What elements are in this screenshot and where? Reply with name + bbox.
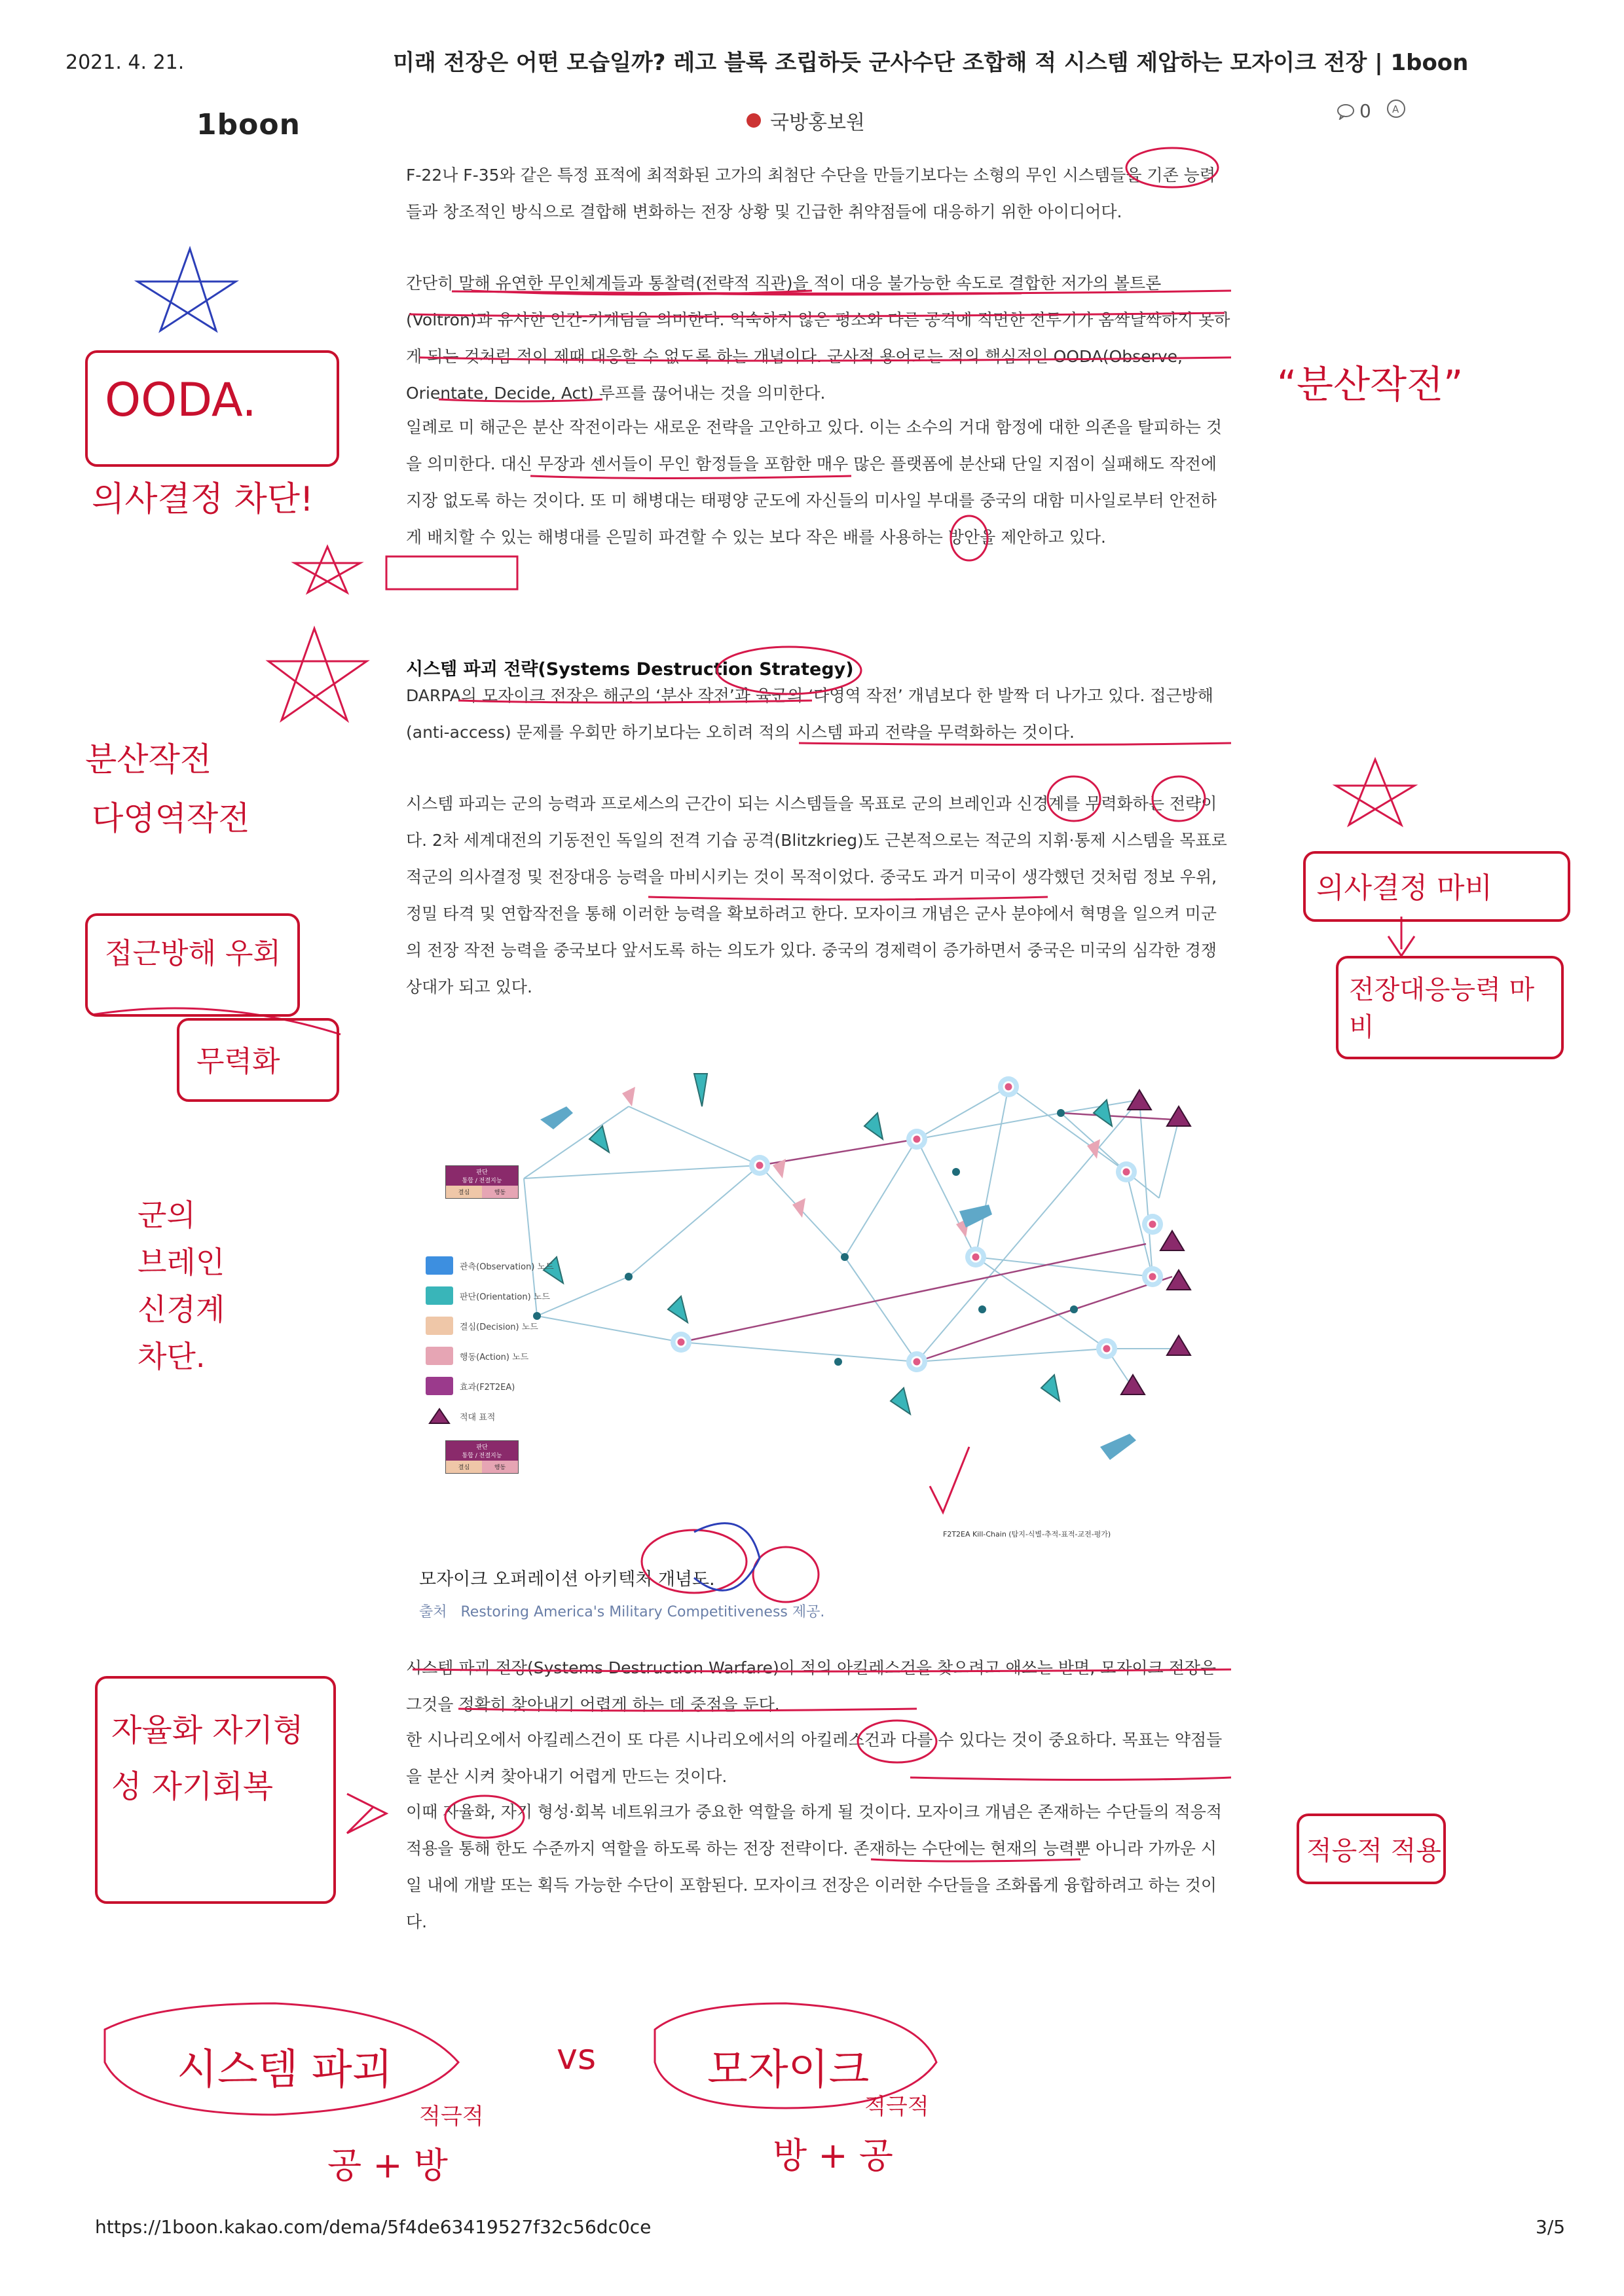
margin-list-item: 브레인 [138, 1245, 225, 1280]
article-paragraph-6: 시스템 파괴 전장(Systems Destruction Warfare)이 적의 아킬레스건을 찾으려고 애쓰는 반면, 모자이크 전장은 그것을 정확히 찾아내기 어렵게 하는 데 중점을 둔다. [406, 1658, 1217, 1714]
formula-left-top: 적극적 [419, 2104, 484, 2130]
panel-top-subtitle: 통합 / 전결지능 [462, 1178, 502, 1184]
distributed-ops-quote: “분산작전” [1277, 362, 1464, 407]
legend-label: 적대 표적 [460, 1412, 496, 1423]
article-paragraph-5: 시스템 파괴는 군의 능력과 프로세스의 근간이 되는 시스템들을 목표로 군의 브레인과 신경계를 무력화하는 전략이다. 2차 세계대전의 기동전인 독일의 전격 기습 공격(Blitzkrieg)도 근본적으로는 적군의 지휘·통제 시스템을 목표로 적군의 의사결정 및 전장대응 능력을 마비시키는 것이 목적이었다. 중국도 과거 미국이 생각했던 것처럼 정보 우위, 정밀 타격 및 연합작전을 통해 이러한 능력을 확보하려고 한다. 모자이크 개념은 군사 분야에서 혁명을 일으켜 미군의 전장 작전 능력을 중국보다 앞서도록 하는 의도가 있다. 중국의 경제력이 증가하면서 중국은 미국의 심각한 경쟁 상대가 되고 있다. [406, 794, 1227, 996]
formula-left: 공 + 방 [327, 2145, 448, 2186]
svg-text:A: A [1392, 103, 1399, 115]
diagram-footnote: F2T2EA Kill-Chain (탐지-식별-추적-표적-교전-평가) [943, 1530, 1111, 1539]
source-text: Restoring America's Military Competitiveness 제공. [460, 1604, 825, 1620]
margin-list-item: 차단. [138, 1339, 206, 1374]
panel-top-title: 판단 [476, 1169, 488, 1176]
margin-note-neutralize: 무력화 [196, 1045, 280, 1078]
margin-note-distributed: 분산작전 [85, 740, 212, 778]
article-paragraph-3: 일례로 미 해군은 분산 작전이라는 새로운 전략을 고안하고 있다. 이는 소수의 거대 함정에 대한 의존을 탈피하는 것을 의미한다. 대신 무장과 센서들이 무인 함정들을 포함한 매우 많은 플랫폼에 분산돼 단일 지점이 실패해도 작전에 지장 없도록 하는 것이다. 또 미 해병대는 태평양 군도에 자신들의 미사일 부대를 중국의 대함 미사일로부터 안전하게 배치할 수 있는 해병대를 은밀히 파견할 수 있는 보다 작은 배를 사용하는 방안을 제안하고 있다. [406, 418, 1222, 547]
figure-caption: 모자이크 오퍼레이션 아키텍처 개념도. [419, 1569, 715, 1590]
article-paragraph-1: F-22나 F-35와 같은 특정 표적에 최적화된 고가의 최첨단 수단을 만들기보다는 소형의 무인 시스템들을 기존 능력들과 창조적인 방식으로 결합해 변화하는 전장 상황 및 긴급한 취약점들에 대응하기 위한 아이디어다. [406, 166, 1215, 221]
right-note-adaptive: 적응적 적용 [1306, 1836, 1441, 1866]
page-title: 미래 전장은 어떤 모습일까? 레고 블록 조립하듯 군사수단 조합해 적 시스템 제압하는 모자이크 전장 | 1boon [393, 50, 1469, 76]
margin-note-multidomain: 다영역작전 [92, 799, 250, 837]
legend-label: 관측(Observation) 노드 [460, 1262, 554, 1272]
left-note-autonomy: 자율화 자기형성 자기회복 [111, 1712, 304, 1805]
article-paragraph-8: 이때 자율화, 자기 형성·회복 네트워크가 중요한 역할을 하게 될 것이다. 모자이크 개념은 존재하는 수단들의 적응적 적용을 통해 한도 수준까지 역할을 하도록 하는 전장 전략이다. 존재하는 수단에는 현재의 능력뿐 아니라 가까운 시일 내에 개발 또는 획득 가능한 수단이 포함된다. 모자이크 전장은 이러한 수단들을 조화롭게 융합하려고 하는 것이다. [406, 1802, 1222, 1931]
section-heading: 시스템 파괴 전략(Systems Destruction Strategy) [406, 659, 854, 680]
right-note-decision-paralysis: 의사결정 마비 [1316, 871, 1493, 905]
article-paragraph-4: DARPA의 모자이크 전장은 해군의 ‘분산 작전’과 육군의 ‘다영역 작전’ 개념보다 한 발짝 더 나가고 있다. 접근방해(anti-access) 문제를 우회만 하기보다는 오히려 적의 시스템 파괴 전략을 무력화하는 것이다. [406, 686, 1213, 742]
bottom-note-mosaic: 모자이크 [707, 2046, 870, 2094]
panel-top-cell-decision: 결심 [446, 1186, 482, 1198]
print-date: 2021. 4. 21. [65, 51, 185, 74]
margin-note-bypass: 접근방해 우회 [105, 937, 282, 970]
formula-right: 방 + 공 [773, 2135, 893, 2176]
footer-url[interactable]: https://1boon.kakao.com/dema/5f4de63419527f32c56dc0ce [95, 2216, 652, 2238]
margin-list-item: 군의 [138, 1197, 196, 1233]
formula-right-top: 적극적 [864, 2094, 929, 2120]
comment-count: 0 [1359, 100, 1371, 122]
publisher-name: 국방홍보원 [770, 111, 865, 134]
site-logo[interactable]: 1boon [196, 108, 301, 141]
legend-label: 판단(Orientation) 노드 [460, 1292, 550, 1302]
bottom-note-vs: vs [557, 2036, 597, 2077]
ooda-sub-annotation: 의사결정 차단! [92, 480, 314, 519]
panel-bottom-subtitle: 통합 / 전결지능 [462, 1453, 502, 1459]
margin-list-item: 신경계 [138, 1292, 225, 1327]
panel-bottom-title: 판단 [476, 1444, 488, 1451]
bottom-note-systems-destruction: 시스템 파괴 [177, 2046, 393, 2094]
panel-bottom-cell-action: 행동 [482, 1461, 518, 1473]
panel-bottom-cell-decision: 결심 [446, 1461, 482, 1473]
legend-label: 결심(Decision) 노드 [460, 1322, 538, 1332]
legend-label: 행동(Action) 노드 [460, 1352, 529, 1362]
article-paragraph-2: 간단히 말해 유연한 무인체계들과 통찰력(전략적 직관)을 적이 대응 불가능한 속도로 결합한 저가의 볼트론(Voltron)과 유사한 인간-기계팀을 의미한다. 익숙하지 않은 평소와 다른 공격에 직면한 전투기가 옴짝달싹하지 못하게 되는 것처럼 적이 제때 대응할 수 없도록 하는 개념이다. 군사적 용어로는 적의 핵심적인 OODA(Observe, Orientate, Decide, Act) 루프를 끊어내는 것을 의미한다. [406, 274, 1230, 403]
page-number: 3/5 [1536, 2216, 1566, 2238]
legend-label: 효과(F2T2EA) [460, 1382, 515, 1393]
right-note-combat-paralysis: 전장대응능력 마비 [1349, 975, 1535, 1042]
article-paragraph-7: 한 시나리오에서 아킬레스건이 또 다른 시나리오에서의 아킬레스건과 다를 수 있다는 것이 중요하다. 목표는 약점들을 분산 시켜 찾아내기 어렵게 만드는 것이다. [406, 1730, 1223, 1786]
ooda-annotation: OODA. [105, 373, 257, 427]
margin-list [138, 1192, 225, 1380]
panel-top-cell-action: 행동 [482, 1186, 518, 1198]
source-label: 출처 [419, 1604, 447, 1620]
